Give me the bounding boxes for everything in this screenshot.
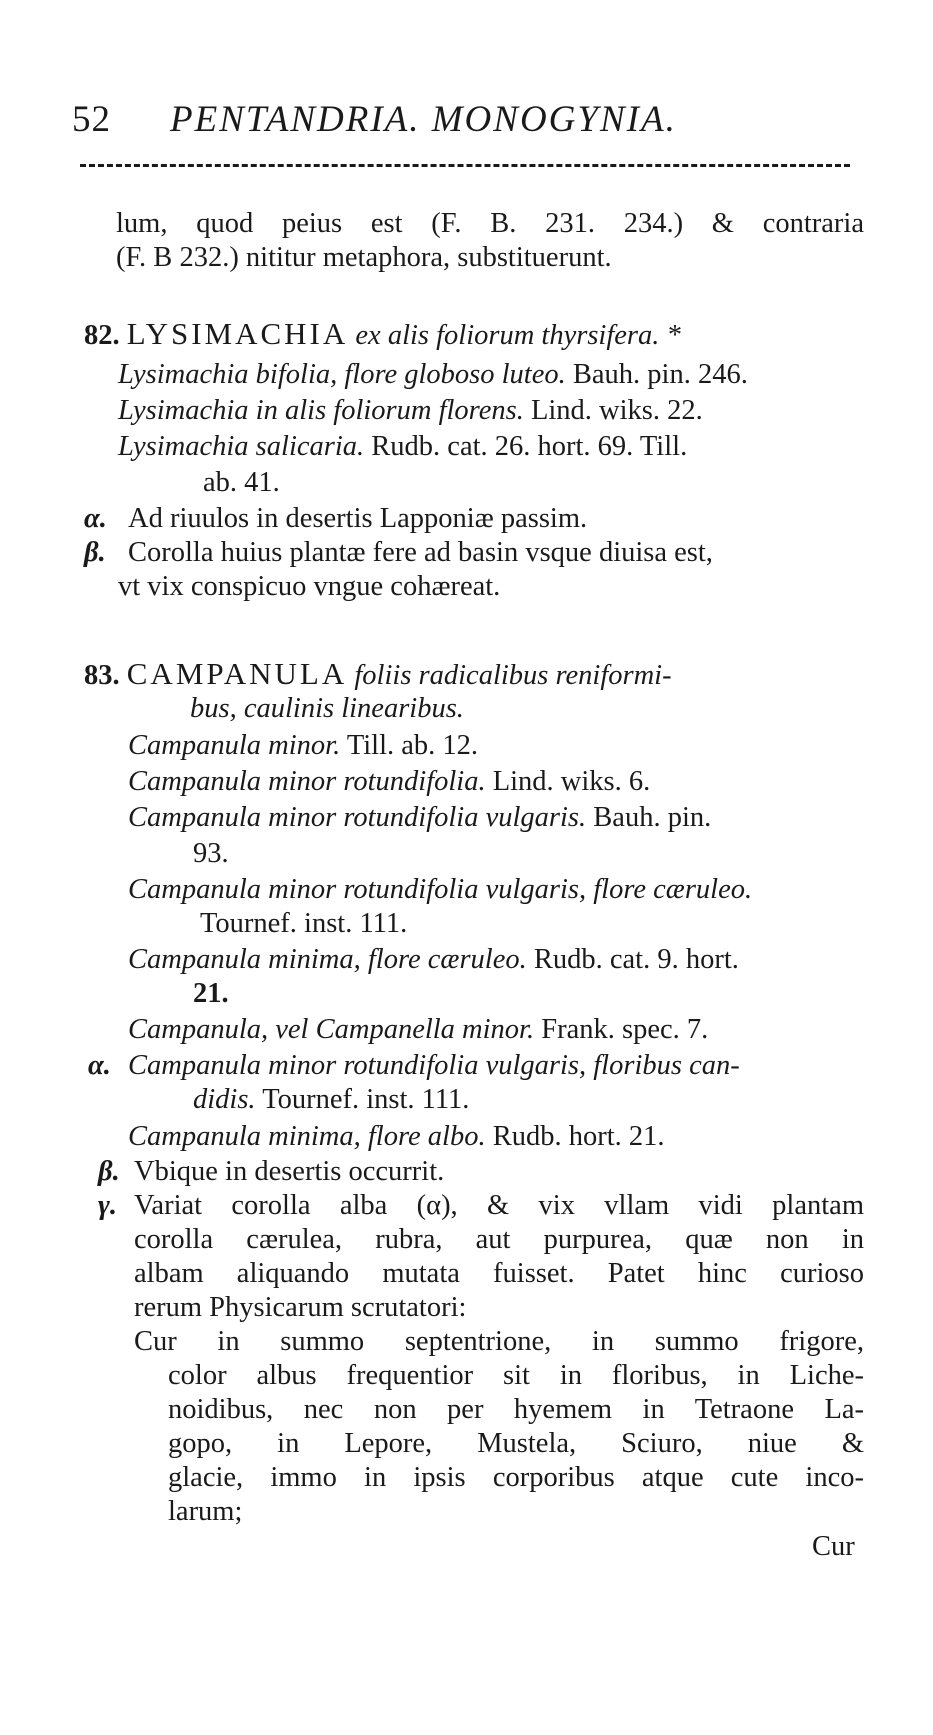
entry-number: 83. [84, 660, 120, 691]
variety-marker: α. [84, 503, 107, 534]
catchword: Cur [812, 1531, 855, 1562]
variety-marker: β. [84, 537, 106, 568]
synonym-line [118, 394, 703, 428]
observation-text: Vbique in desertis occurrit. [134, 1156, 445, 1187]
text-line: lum, quod peius est (F. B. 231. 234.) & contraria [116, 208, 864, 239]
text-line: color albus frequentior sit in floribus, in Liche- [168, 1360, 864, 1391]
text-line: (F. B 232.) nititur metaphora, substituerunt. [116, 242, 612, 273]
variety-marker: γ. [98, 1190, 117, 1221]
text-line: corolla cærulea, rubra, aut purpurea, quæ non in [134, 1224, 864, 1255]
page-number: 52 [72, 99, 111, 140]
diagnosis: ex alis foliorum thyrsifera. * [355, 320, 681, 351]
synonym-reference: Tournef. inst. 111. [200, 908, 408, 939]
variety-marker: β. [98, 1156, 120, 1187]
entry-number: 82. [84, 320, 120, 351]
genus-name: CAMPANULA [126, 656, 348, 691]
genus-name: LYSIMACHIA [126, 316, 349, 351]
observation-text: Corolla huius plantæ fere ad basin vsque diuisa est, [128, 537, 713, 568]
synonym-name: Campanula minor rotundifolia. [128, 766, 486, 797]
diagnosis: foliis radicalibus reniformi- [354, 660, 672, 691]
variety-marker: α. [88, 1050, 111, 1081]
text-line [98, 1155, 444, 1189]
observation-text: Ad riuulos in desertis Lapponiæ passim. [128, 503, 588, 534]
page-header [72, 98, 862, 148]
synonym-line [88, 1049, 740, 1083]
synonym-name: Campanula minor. [128, 730, 341, 761]
synonym-line [118, 430, 687, 464]
diagnosis-continued: bus, caulinis linearibus. [190, 693, 464, 724]
synonym-reference: Frank. spec. 7. [541, 1014, 709, 1045]
synonym-name: Lysimachia salicaria. [118, 431, 365, 462]
header-rule [80, 164, 850, 167]
text-line: rerum Physicarum scrutatori: [134, 1292, 467, 1323]
synonym-name: Campanula minima, flore cæruleo. [128, 944, 527, 975]
synonym-name: Campanula minor rotundifolia vulgaris. [128, 802, 587, 833]
synonym-reference: Rudb. hort. 21. [492, 1121, 665, 1152]
synonym-line [128, 1013, 708, 1047]
text-line: 21. [193, 978, 229, 1009]
entry-heading-83 [84, 657, 672, 693]
synonym-reference: Rudb. cat. 26. hort. 69. Till. [371, 431, 688, 462]
synonym-line [128, 1120, 665, 1154]
synonym-reference: Lind. wiks. 22. [530, 395, 703, 426]
text-line: ab. 41. [203, 467, 280, 498]
text-line: gopo, in Lepore, Mustela, Sciuro, niue & [168, 1428, 864, 1459]
synonym-reference: Bauh. pin. [593, 802, 712, 833]
synonym-reference: Tournef. inst. 111. [262, 1084, 470, 1115]
synonym-line [128, 801, 711, 835]
text-line [84, 536, 713, 570]
synonym-reference: Rudb. cat. 9. hort. [533, 944, 739, 975]
synonym-name: Campanula minor rotundifolia vulgaris, flore cæruleo. [128, 874, 753, 905]
synonym-reference: Bauh. pin. 246. [572, 359, 748, 390]
synonym-line [128, 729, 478, 763]
synonym-name: Campanula, vel Campanella minor. [128, 1014, 535, 1045]
synonym-reference: Lind. wiks. 6. [492, 766, 651, 797]
text-line: albam aliquando mutata fuisset. Patet hinc curioso [134, 1258, 864, 1289]
synonym-line [118, 358, 748, 392]
running-title: PENTANDRIA. MONOGYNIA. [170, 99, 677, 140]
synonym-name: Lysimachia in alis foliorum florens. [118, 395, 524, 426]
synonym-line [128, 943, 739, 977]
text-line [98, 1189, 864, 1223]
synonym-line [128, 765, 650, 799]
synonym-line [128, 873, 752, 907]
synonym-line [193, 1083, 469, 1117]
observation-text: Variat corolla alba (α), & vix vllam vidi plantam [134, 1190, 864, 1221]
text-line: 93. [193, 838, 229, 869]
text-line: vt vix conspicuo vngue cohæreat. [118, 571, 501, 602]
synonym-reference: Till. ab. 12. [346, 730, 479, 761]
entry-heading-82 [84, 317, 681, 353]
text-line [84, 502, 587, 536]
synonym-name: Campanula minima, flore albo. [128, 1121, 486, 1152]
synonym-name: Campanula minor rotundifolia vulgaris, floribus can- [128, 1050, 740, 1081]
text-line: noidibus, nec non per hyemem in Tetraone La- [168, 1394, 864, 1425]
text-line: Cur in summo septentrione, in summo frigore, [134, 1326, 864, 1357]
text-line: glacie, immo in ipsis corporibus atque cute inco- [168, 1462, 864, 1493]
synonym-name: didis. [193, 1084, 256, 1115]
text-line: larum; [168, 1496, 243, 1527]
synonym-name: Lysimachia bifolia, flore globoso luteo. [118, 359, 566, 390]
